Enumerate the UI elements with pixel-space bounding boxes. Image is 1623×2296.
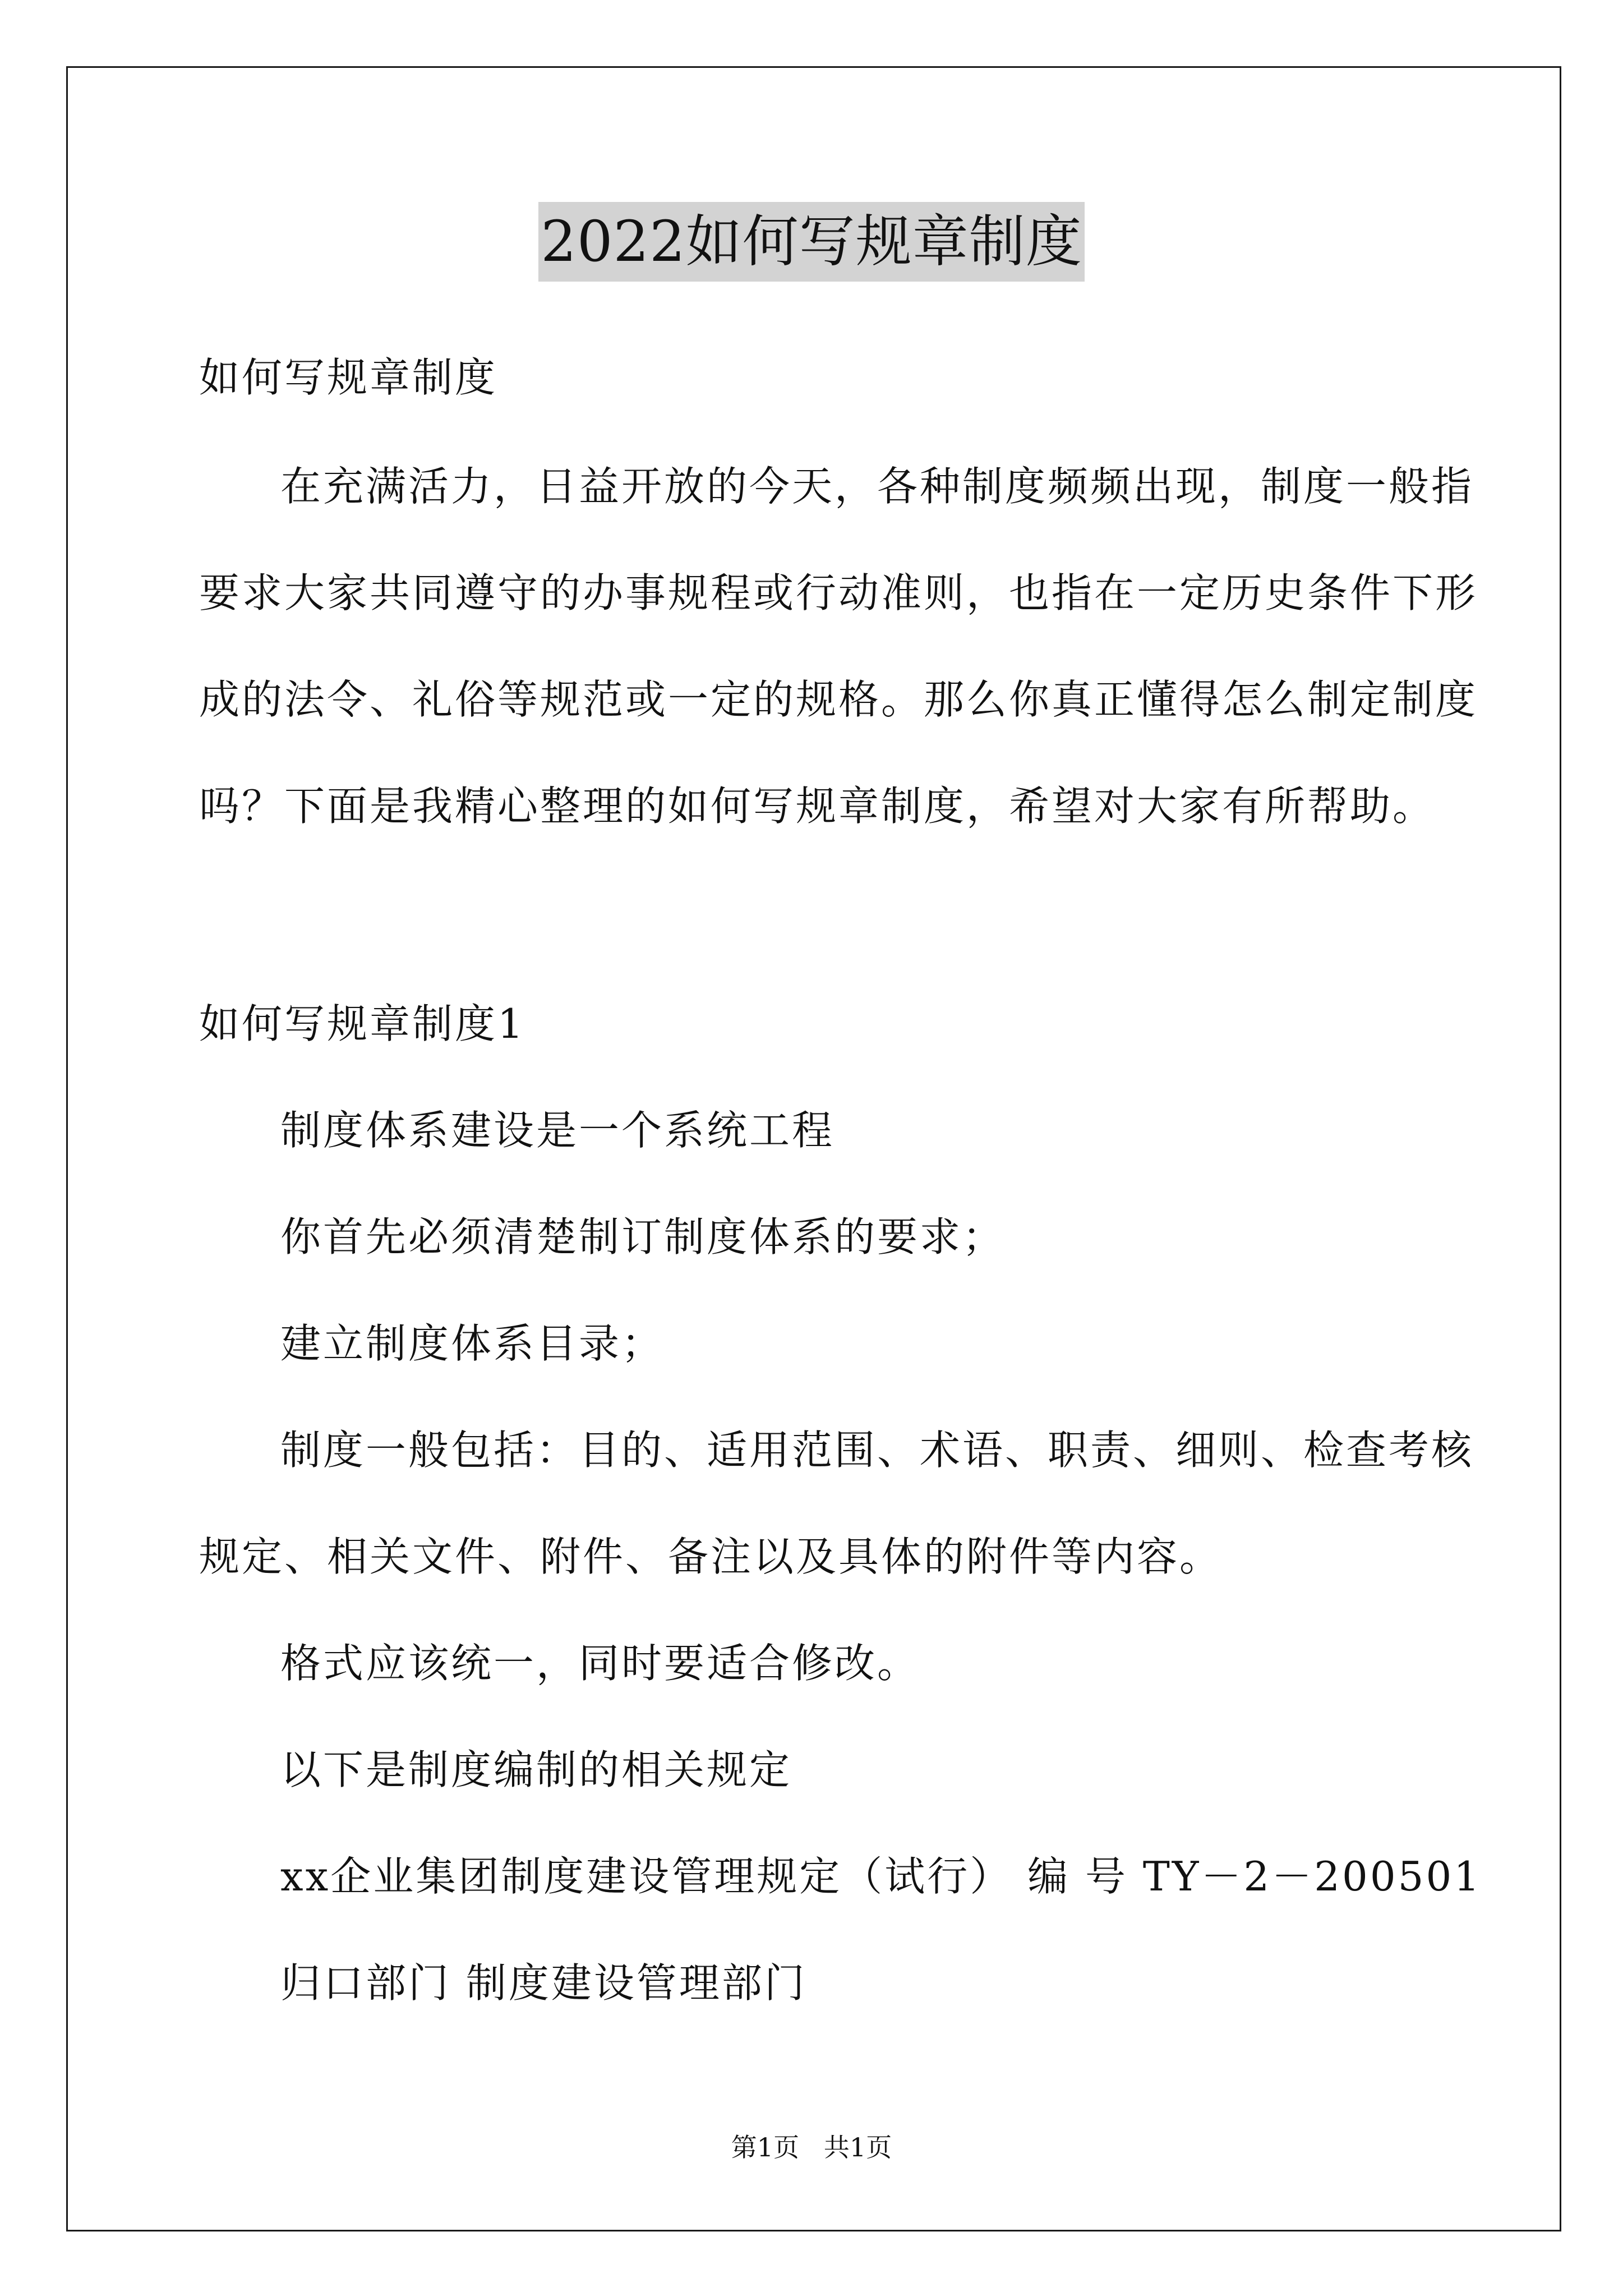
intro-line-2: 要求大家共同遵守的办事规程或行动准则，也指在一定历史条件下形 — [199, 569, 1478, 616]
intro-line-1: 在充满活力，日益开放的今天，各种制度频频出现，制度一般指 — [280, 463, 1474, 510]
section-heading: 如何写规章制度1 — [199, 1000, 525, 1047]
intro-line-4: 吗？下面是我精心整理的如何写规章制度，希望对大家有所帮助。 — [199, 783, 1436, 830]
intro-line-3: 成的法令、礼俗等规范或一定的规格。那么你真正懂得怎么制定制度 — [199, 676, 1478, 723]
section-line-7: 以下是制度编制的相关规定 — [280, 1746, 792, 1793]
section-line-8: xx企业集团制度建设管理规定（试行） 编 号 TY－2－200501 — [280, 1853, 1482, 1900]
title-container — [0, 202, 1623, 282]
section-line-9: 归口部门 制度建设管理部门 — [280, 1959, 807, 2007]
section-line-2: 你首先必须清楚制订制度体系的要求； — [280, 1213, 1006, 1260]
section-line-1: 制度体系建设是一个系统工程 — [280, 1107, 835, 1154]
page-footer: 第1页 共1页 — [731, 2132, 892, 2162]
document-subtitle: 如何写规章制度 — [199, 354, 498, 401]
section-line-3: 建立制度体系目录； — [280, 1320, 665, 1367]
section-line-5: 规定、相关文件、附件、备注以及具体的附件等内容。 — [199, 1533, 1223, 1580]
section-line-4: 制度一般包括：目的、适用范围、术语、职责、细则、检查考核 — [280, 1427, 1474, 1474]
section-line-6: 格式应该统一，同时要适合修改。 — [280, 1640, 920, 1687]
document-title: 2022如何写规章制度 — [538, 202, 1085, 282]
